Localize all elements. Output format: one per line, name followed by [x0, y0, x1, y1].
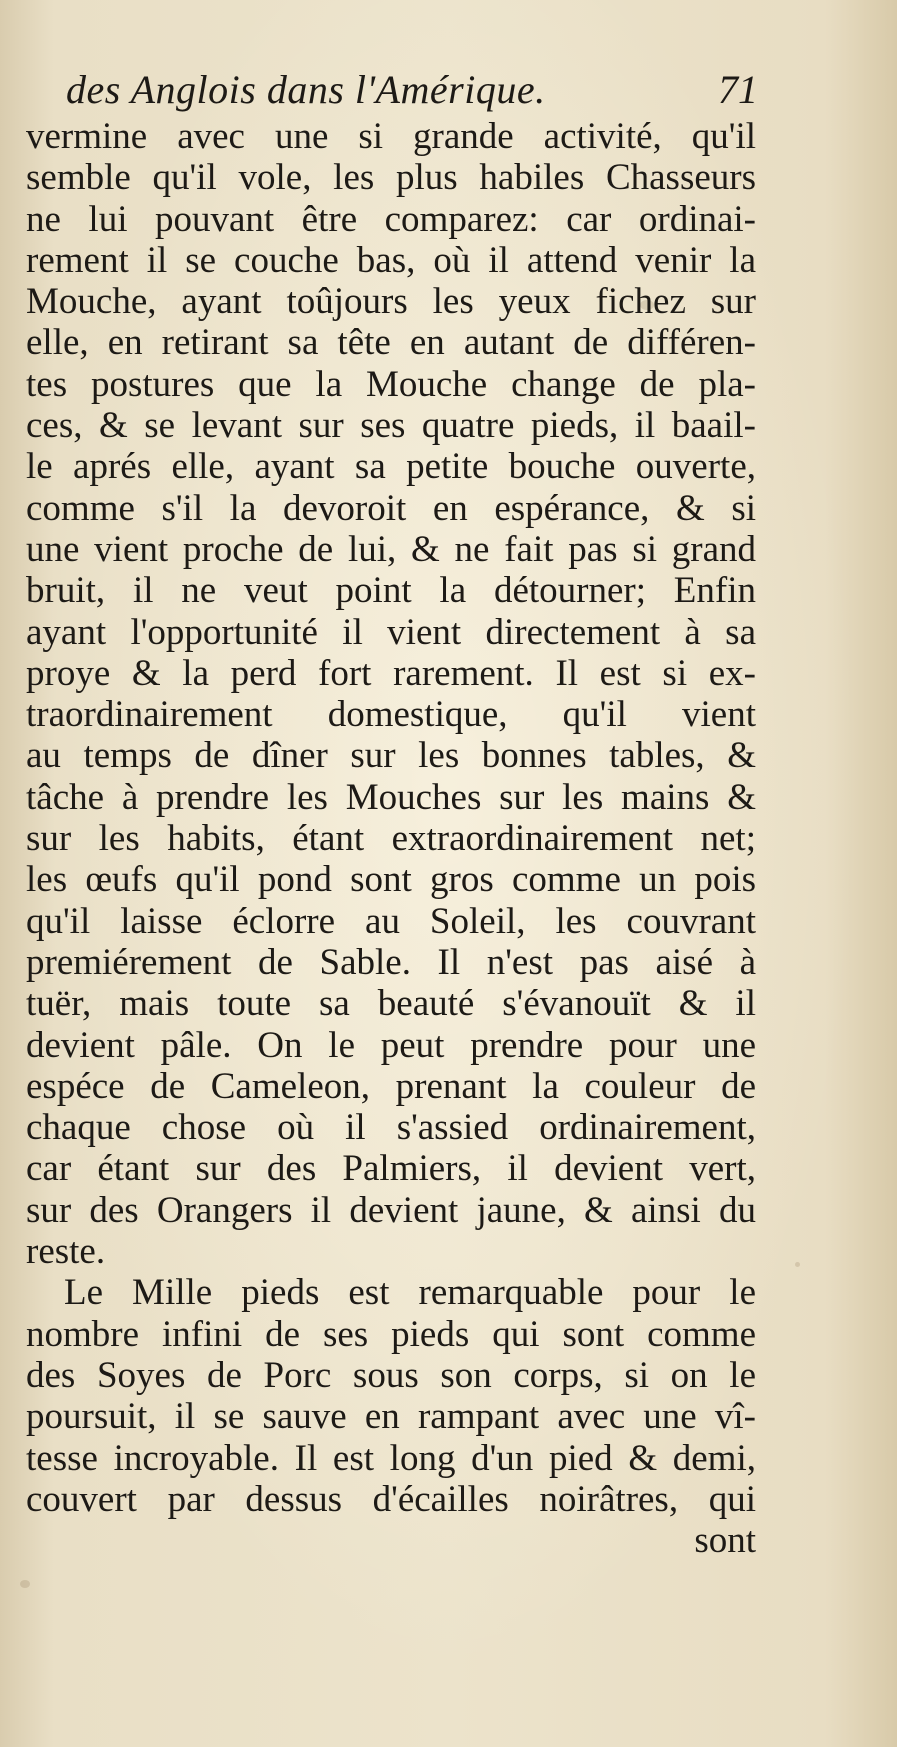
text-line: une vient proche de lui, & ne fait pas si grand [26, 528, 756, 570]
page-header [66, 64, 756, 120]
text-line: Mouche, ayant toûjours les yeux fichez sur [26, 281, 756, 323]
text-line: elle, en retirant sa tête en autant de différen- [26, 322, 756, 364]
text-line: rement il se couche bas, où il attend venir la [26, 239, 756, 281]
text-line: sur des Orangers il devient jaune, & ainsi du [26, 1189, 756, 1231]
text-line: proye & la perd fort rarement. Il est si ex- [26, 652, 756, 694]
text-line: chaque chose où il s'assied ordinairement, [26, 1107, 756, 1149]
paper-stain [20, 1580, 30, 1588]
text-line: sur les habits, étant extraordinairement net; [26, 818, 756, 860]
text-line: les œufs qu'il pond sont gros comme un pois [26, 859, 756, 901]
text-line: qu'il laisse éclorre au Soleil, les couvrant [26, 900, 756, 942]
text-line: ayant l'opportunité il vient directement à sa [26, 611, 756, 653]
text-line: car étant sur des Palmiers, il devient vert, [26, 1148, 756, 1190]
text-line: ces, & se levant sur ses quatre pieds, il baail- [26, 405, 756, 447]
text-line: des Soyes de Porc sous son corps, si on le [26, 1354, 756, 1396]
page-number: 71 [718, 67, 758, 112]
text-line: ne lui pouvant être comparez: car ordinai- [26, 198, 756, 240]
text-line: le aprés elle, ayant sa petite bouche ouverte, [26, 446, 756, 488]
text-line: au temps de dîner sur les bonnes tables, & [26, 735, 756, 777]
text-line: espéce de Cameleon, prenant la couleur de [26, 1065, 756, 1107]
text-line: tesse incroyable. Il est long d'un pied & demi, [26, 1437, 756, 1479]
body-text [26, 116, 756, 1561]
text-line: tâche à prendre les Mouches sur les mains & [26, 776, 756, 818]
text-line: comme s'il la devoroit en espérance, & si [26, 487, 756, 529]
text-line: vermine avec une si grande activité, qu'il [26, 116, 756, 157]
text-line: tuër, mais toute sa beauté s'évanouït & il [26, 983, 756, 1025]
text-line: semble qu'il vole, les plus habiles Chasseurs [26, 157, 756, 199]
text-line: poursuit, il se sauve en rampant avec une vî- [26, 1396, 756, 1438]
paper-stain [795, 1262, 800, 1267]
text-line: couvert par dessus d'écailles noirâtres, qui [26, 1478, 756, 1520]
text-line: nombre infini de ses pieds qui sont comme [26, 1313, 756, 1355]
text-line: premiérement de Sable. Il n'est pas aisé à [26, 941, 756, 983]
text-line: traordinairement domestique, qu'il vient [26, 694, 756, 736]
catchword: sont [694, 1520, 756, 1562]
text-line: devient pâle. On le peut prendre pour une [26, 1024, 756, 1066]
text-line: tes postures que la Mouche change de pla- [26, 363, 756, 405]
text-line: Le Mille pieds est remarquable pour le [64, 1272, 756, 1314]
text-line: bruit, il ne veut point la détourner; Enfin [26, 570, 756, 612]
text-line: reste. [26, 1231, 106, 1273]
running-head: des Anglois dans l'Amérique. [66, 67, 546, 112]
